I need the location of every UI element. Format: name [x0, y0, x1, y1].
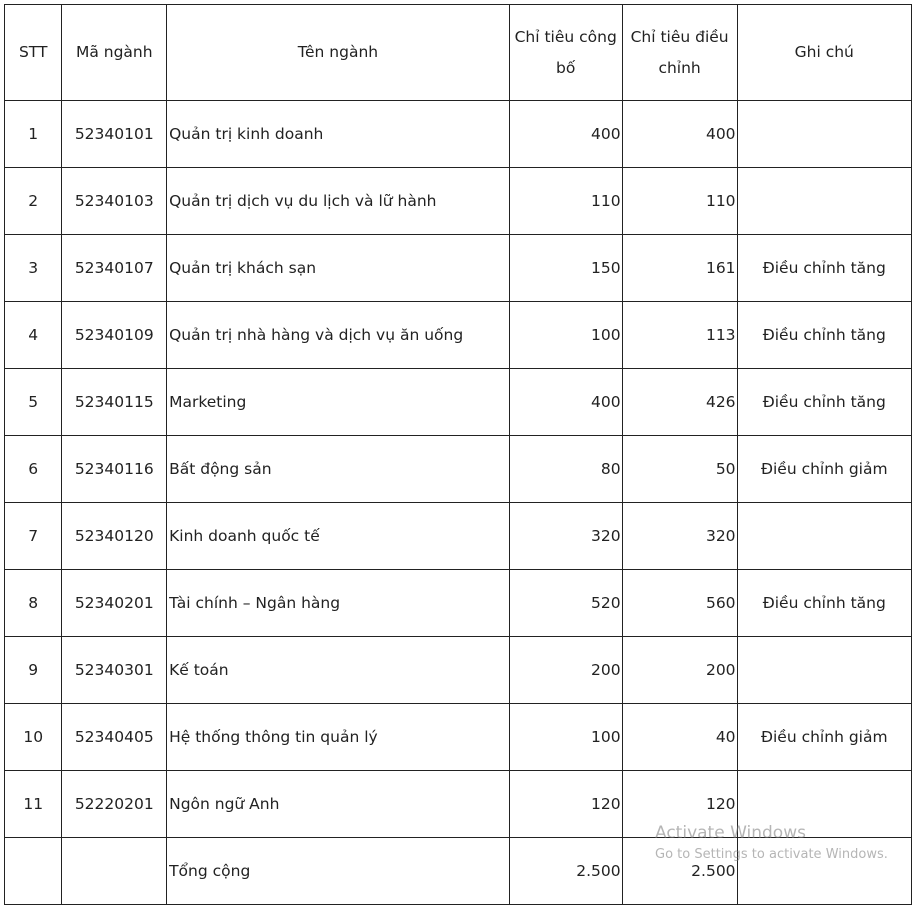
- table-row: [5, 235, 912, 302]
- cell-name: Quản trị kinh doanh: [167, 101, 510, 168]
- cell-note: Điều chỉnh tăng: [737, 369, 911, 436]
- cell-code: 52340101: [62, 101, 167, 168]
- cell-code: 52340120: [62, 503, 167, 570]
- table-row: [5, 369, 912, 436]
- header-quota-adjusted: Chỉ tiêu điều chỉnh: [622, 5, 737, 101]
- header-row: [5, 5, 912, 101]
- cell-name: Bất động sản: [167, 436, 510, 503]
- cell-stt: 7: [5, 503, 62, 570]
- table-row: [5, 570, 912, 637]
- cell-code: [62, 838, 167, 905]
- cell-name: Kinh doanh quốc tế: [167, 503, 510, 570]
- cell-published: 200: [509, 637, 622, 704]
- cell-note: Điều chỉnh tăng: [737, 570, 911, 637]
- cell-note: [737, 838, 911, 905]
- table-row: [5, 771, 912, 838]
- header-stt: STT: [5, 5, 62, 101]
- cell-code: 52340103: [62, 168, 167, 235]
- cell-published: 100: [509, 302, 622, 369]
- cell-note: Điều chỉnh giảm: [737, 436, 911, 503]
- cell-adjusted: 200: [622, 637, 737, 704]
- cell-stt: 6: [5, 436, 62, 503]
- total-published: 2.500: [509, 838, 622, 905]
- cell-adjusted: 320: [622, 503, 737, 570]
- cell-name: Quản trị khách sạn: [167, 235, 510, 302]
- cell-name: Kế toán: [167, 637, 510, 704]
- cell-adjusted: 560: [622, 570, 737, 637]
- cell-published: 150: [509, 235, 622, 302]
- cell-stt: 1: [5, 101, 62, 168]
- cell-note: Điều chỉnh tăng: [737, 302, 911, 369]
- total-label: Tổng cộng: [167, 838, 510, 905]
- cell-code: 52340109: [62, 302, 167, 369]
- cell-adjusted: 113: [622, 302, 737, 369]
- header-quota-published: Chỉ tiêu công bố: [509, 5, 622, 101]
- cell-adjusted: 120: [622, 771, 737, 838]
- cell-published: 110: [509, 168, 622, 235]
- cell-stt: [5, 838, 62, 905]
- watermark-title: Activate Windows: [655, 823, 806, 843]
- cell-note: Điều chỉnh giảm: [737, 704, 911, 771]
- cell-code: 52340107: [62, 235, 167, 302]
- cell-adjusted: 50: [622, 436, 737, 503]
- table-row: [5, 704, 912, 771]
- cell-note: [737, 101, 911, 168]
- cell-adjusted: 110: [622, 168, 737, 235]
- cell-code: 52340201: [62, 570, 167, 637]
- cell-stt: 11: [5, 771, 62, 838]
- cell-published: 520: [509, 570, 622, 637]
- cell-note: Điều chỉnh tăng: [737, 235, 911, 302]
- cell-stt: 3: [5, 235, 62, 302]
- table-row: [5, 168, 912, 235]
- cell-code: 52340115: [62, 369, 167, 436]
- header-name: Tên ngành: [167, 5, 510, 101]
- cell-note: [737, 637, 911, 704]
- cell-adjusted: 40: [622, 704, 737, 771]
- cell-stt: 10: [5, 704, 62, 771]
- header-code: Mã ngành: [62, 5, 167, 101]
- cell-published: 400: [509, 369, 622, 436]
- cell-stt: 2: [5, 168, 62, 235]
- cell-stt: 8: [5, 570, 62, 637]
- table-row: [5, 436, 912, 503]
- cell-name: Tài chính – Ngân hàng: [167, 570, 510, 637]
- cell-name: Quản trị dịch vụ du lịch và lữ hành: [167, 168, 510, 235]
- quota-table: [4, 4, 912, 905]
- cell-adjusted: 161: [622, 235, 737, 302]
- cell-note: [737, 168, 911, 235]
- cell-published: 120: [509, 771, 622, 838]
- cell-name: Hệ thống thông tin quản lý: [167, 704, 510, 771]
- cell-name: Ngôn ngữ Anh: [167, 771, 510, 838]
- header-note: Ghi chú: [737, 5, 911, 101]
- table-row: [5, 101, 912, 168]
- cell-code: 52340301: [62, 637, 167, 704]
- table-row: [5, 637, 912, 704]
- cell-stt: 5: [5, 369, 62, 436]
- cell-published: 80: [509, 436, 622, 503]
- cell-stt: 9: [5, 637, 62, 704]
- cell-stt: 4: [5, 302, 62, 369]
- table-row: [5, 503, 912, 570]
- watermark-subtitle: Go to Settings to activate Windows.: [655, 847, 888, 862]
- cell-published: 320: [509, 503, 622, 570]
- cell-code: 52220201: [62, 771, 167, 838]
- cell-published: 400: [509, 101, 622, 168]
- cell-adjusted: 400: [622, 101, 737, 168]
- total-row: [5, 838, 912, 905]
- cell-name: Quản trị nhà hàng và dịch vụ ăn uống: [167, 302, 510, 369]
- cell-note: [737, 503, 911, 570]
- cell-published: 100: [509, 704, 622, 771]
- cell-adjusted: 426: [622, 369, 737, 436]
- cell-note: [737, 771, 911, 838]
- cell-code: 52340405: [62, 704, 167, 771]
- total-adjusted: 2.500: [622, 838, 737, 905]
- cell-name: Marketing: [167, 369, 510, 436]
- table-row: [5, 302, 912, 369]
- cell-code: 52340116: [62, 436, 167, 503]
